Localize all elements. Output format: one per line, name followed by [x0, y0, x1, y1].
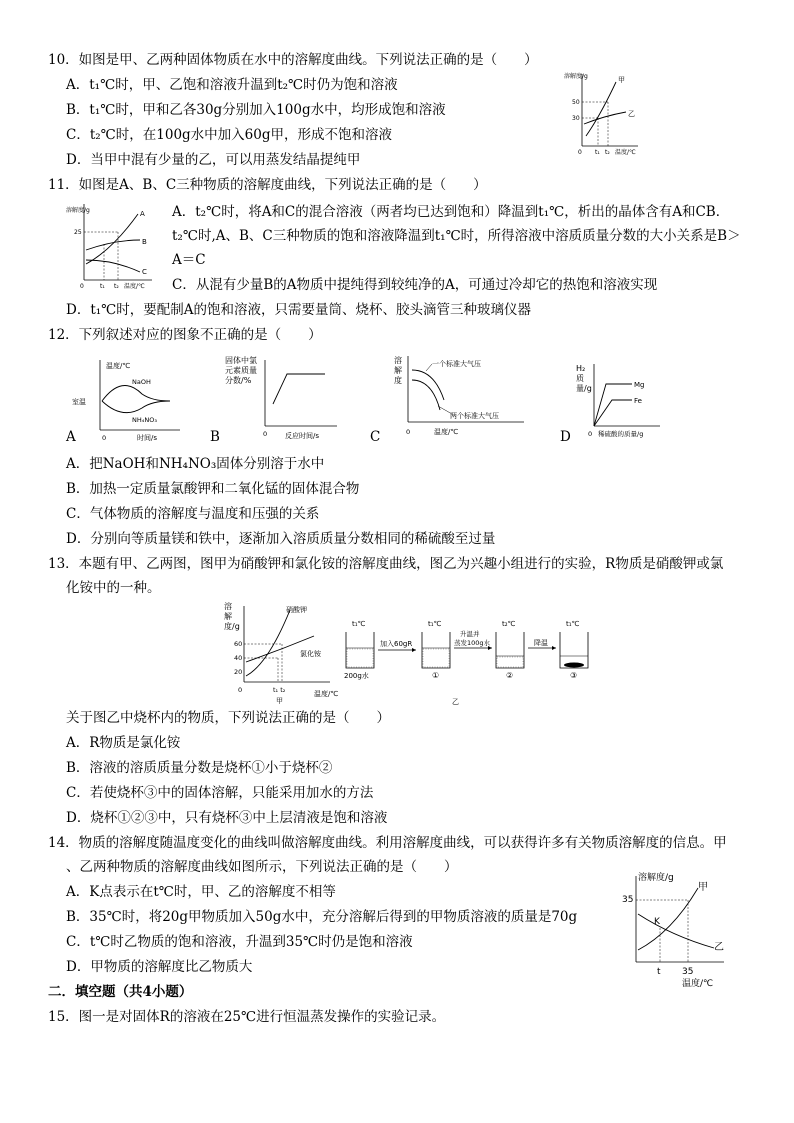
q14-option-d: D．甲物质的溶解度比乙物质大	[66, 959, 253, 975]
q13-figure-jia: 溶解度/g 60 40 20 硝酸钾 氯化铵 0 t₁ t₂ 温度/℃ 甲	[224, 602, 339, 705]
q13-option-c: C．若使烧杯③中的固体溶解，只能采用加水的方法	[66, 785, 374, 801]
q13-stem-1: 13．本题有甲、乙两图，图甲为硝酸钾和氯化铵的溶解度曲线，图乙为兴趣小组进行的实验，R物质是硝酸钾或氯	[48, 556, 724, 572]
svg-text:升温并: 升温并	[460, 630, 480, 638]
svg-text:t₁: t₁	[100, 283, 105, 290]
svg-text:①: ①	[432, 671, 440, 680]
q10-option-c: C．t₂℃时，在100g水中加入60g甲，形成不饱和溶液	[66, 127, 392, 143]
q11-option-d: D．t₁℃时，要配制A的饱和溶液，只需要量筒、烧杯、胶头滴管三种玻璃仪器	[66, 302, 532, 318]
q12-option-a: A．把NaOH和NH₄NO₃固体分别溶于水中	[66, 456, 325, 472]
section-title-fill-blank: 二．填空题（共4小题）	[48, 984, 193, 1000]
svg-text:温度/℃: 温度/℃	[106, 362, 131, 370]
svg-text:溶解度/g: 溶解度/g	[66, 207, 90, 214]
q14-stem-2: 、乙两种物质的溶解度曲线如图所示，下列说法正确的是（ ）	[66, 859, 458, 875]
q12-figure-c: 溶解度 一个标准大气压 两个标准大气压 0 温度/℃	[394, 356, 499, 436]
svg-text:两个标准大气压: 两个标准大气压	[450, 412, 499, 420]
q10-stem: 10．如图是甲、乙两种固体物质在水中的溶解度曲线。下列说法正确的是（ ）	[48, 52, 538, 68]
svg-text:②: ②	[506, 671, 514, 680]
q12-label-d: D	[560, 429, 571, 445]
svg-text:甲: 甲	[618, 76, 625, 84]
svg-text:25: 25	[74, 229, 82, 236]
svg-text:t₂℃: t₂℃	[502, 620, 516, 628]
svg-text:蒸发100g水: 蒸发100g水	[454, 639, 491, 647]
q11-option-b-cont: A＝C	[172, 252, 206, 268]
svg-text:200g水: 200g水	[344, 672, 369, 680]
svg-text:乙: 乙	[452, 698, 459, 706]
svg-text:0: 0	[80, 283, 84, 290]
svg-text:35: 35	[622, 895, 634, 905]
q12-option-d: D．分别向等质量镁和铁中，逐渐加入溶质质量分数相同的稀硫酸至过量	[66, 531, 496, 547]
svg-text:0: 0	[238, 686, 243, 694]
q11-option-c: C．从混有少量B的A物质中提纯得到较纯净的A，可通过冷却它的热饱和溶液实现	[172, 277, 658, 293]
svg-text:B: B	[142, 238, 147, 246]
q10-option-d: D．当甲中混有少量的乙，可以用蒸发结晶提纯甲	[66, 152, 361, 168]
svg-text:Fe: Fe	[634, 397, 642, 405]
svg-text:氯化铵: 氯化铵	[300, 650, 321, 658]
svg-text:0: 0	[263, 430, 268, 438]
svg-text:A: A	[140, 210, 145, 218]
q13-option-d: D．烧杯①②③中，只有烧杯③中上层清液是饱和溶液	[66, 810, 388, 826]
svg-text:30: 30	[572, 115, 580, 122]
svg-text:0: 0	[588, 430, 593, 438]
svg-text:40: 40	[234, 654, 243, 662]
svg-text:温度/℃: 温度/℃	[434, 428, 459, 436]
svg-text:反应时间/s: 反应时间/s	[285, 432, 320, 440]
svg-text:溶解度/g: 溶解度/g	[638, 873, 674, 883]
svg-text:60: 60	[234, 640, 243, 648]
q13-figure-yi	[340, 618, 600, 708]
svg-text:乙: 乙	[714, 942, 724, 953]
q12-option-c: C．气体物质的溶解度与温度和压强的关系	[66, 506, 320, 522]
q12-label-c: C	[370, 429, 381, 445]
svg-text:t₁: t₁	[595, 149, 600, 156]
q11-stem: 11．如图是A、B、C三种物质的溶解度曲线，下列说法正确的是（ ）	[48, 177, 487, 193]
svg-text:室温: 室温	[72, 398, 86, 406]
svg-text:时间/s: 时间/s	[137, 434, 158, 442]
svg-text:0: 0	[406, 428, 411, 436]
svg-text:温度/℃: 温度/℃	[615, 149, 636, 156]
svg-text:t₂: t₂	[605, 149, 610, 156]
svg-text:C: C	[142, 268, 147, 276]
svg-text:一个标准大气压: 一个标准大气压	[432, 360, 481, 368]
svg-text:t₂: t₂	[114, 283, 119, 290]
q12-label-a: A	[66, 429, 76, 445]
q10-solubility-figure	[560, 68, 660, 158]
svg-text:0: 0	[102, 434, 107, 442]
svg-text:t₁℃: t₁℃	[352, 620, 366, 628]
svg-text:NaOH: NaOH	[132, 378, 151, 386]
q14-option-a: A．K点表示在t℃时，甲、乙的溶解度不相等	[66, 884, 336, 900]
q13-question: 关于图乙中烧杯内的物质，下列说法正确的是（ ）	[66, 710, 390, 726]
svg-text:NH₄NO₃: NH₄NO₃	[132, 416, 157, 424]
svg-text:稀硫酸的质量/g: 稀硫酸的质量/g	[598, 430, 644, 438]
svg-text:Mg: Mg	[634, 381, 645, 389]
q14-solubility-figure	[616, 866, 736, 990]
svg-text:t: t	[657, 967, 661, 977]
q15-stem: 15．图一是对固体R的溶液在25℃进行恒温蒸发操作的实验记录。	[48, 1009, 446, 1025]
q13-option-b: B．溶液的溶质质量分数是烧杯①小于烧杯②	[66, 760, 333, 776]
svg-text:硝酸钾: 硝酸钾	[286, 606, 307, 614]
svg-text:20: 20	[234, 668, 243, 676]
q14-stem-1: 14．物质的溶解度随温度变化的曲线叫做溶解度曲线。利用溶解度曲线，可以获得许多有关物质溶解度的信息。甲	[48, 835, 727, 851]
q14-option-c: C．t℃时乙物质的饱和溶液，升温到35℃时仍是饱和溶液	[66, 934, 413, 950]
svg-text:温度/℃: 温度/℃	[314, 690, 339, 698]
svg-text:50: 50	[572, 99, 580, 106]
svg-text:降温: 降温	[534, 639, 548, 647]
q12-figure-a	[62, 354, 182, 446]
svg-text:甲: 甲	[698, 882, 708, 893]
svg-text:t₁℃: t₁℃	[428, 620, 442, 628]
q12-label-b: B	[210, 429, 220, 445]
svg-text:③: ③	[570, 671, 578, 680]
svg-text:乙: 乙	[628, 110, 635, 118]
q11-option-a: A．t₂℃时，将A和C的混合溶液（两者均已达到饱和）降温到t₁℃，析出的晶体含有A和CB．	[172, 204, 730, 220]
q11-option-b: t₂℃时,A、B、C三种物质的饱和溶液降温到t₁℃时，所得溶液中溶质质量分数的大小关系是B＞	[172, 228, 741, 244]
q11-solubility-figure	[62, 200, 162, 292]
q12-option-b: B．加热一定质量氯酸钾和二氧化锰的固体混合物	[66, 481, 360, 497]
svg-text:t₁ t₂: t₁ t₂	[273, 686, 286, 694]
svg-text:35: 35	[682, 967, 694, 977]
q12-stem: 12．下列叙述对应的图象不正确的是（ ）	[48, 327, 322, 343]
q12-figure-b: 固体中氯元素质量分数/% 0 反应时间/s	[225, 354, 345, 444]
svg-text:温度/℃: 温度/℃	[682, 979, 714, 989]
svg-text:加入60gR: 加入60gR	[380, 640, 413, 648]
q10-option-b: B．t₁℃时，甲和乙各30g分别加入100g水中，均形成饱和溶液	[66, 102, 446, 118]
svg-text:甲: 甲	[276, 697, 283, 705]
q12-figure-d: H₂质量/g Mg Fe 0 稀硫酸的质量/g	[576, 364, 645, 438]
svg-text:溶解度/g: 溶解度/g	[564, 73, 588, 80]
svg-text:温度/℃: 温度/℃	[124, 283, 145, 290]
q13-stem-2: 化铵中的一种。	[66, 580, 161, 596]
svg-text:t₁℃: t₁℃	[566, 620, 580, 628]
q14-option-b: B．35℃时，将20g甲物质加入50g水中，充分溶解后得到的甲物质溶液的质量是70g	[66, 909, 578, 925]
q13-option-a: A．R物质是氯化铵	[66, 735, 181, 751]
svg-text:0: 0	[578, 149, 582, 156]
q10-option-a: A．t₁℃时，甲、乙饱和溶液升温到t₂℃时仍为饱和溶液	[66, 77, 398, 93]
svg-text:K: K	[654, 917, 660, 927]
